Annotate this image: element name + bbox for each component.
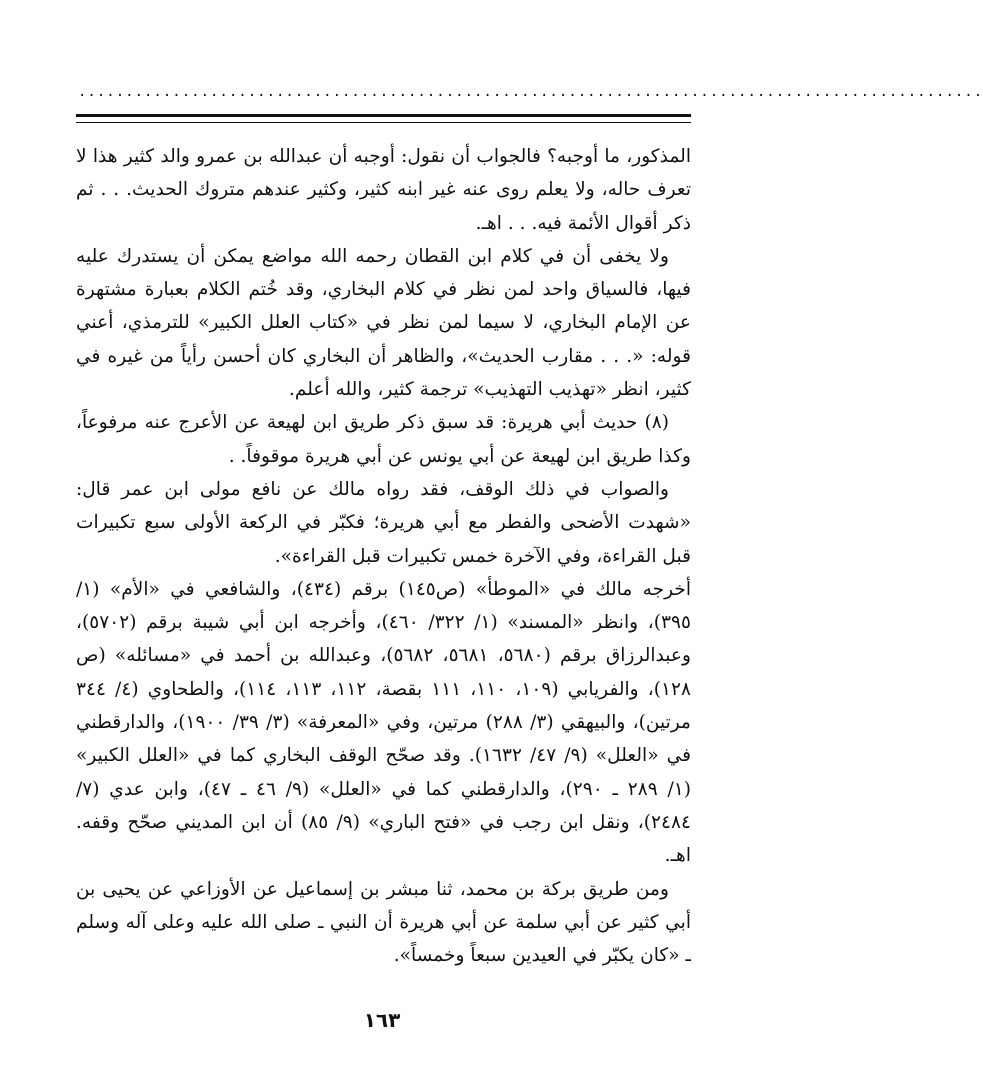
page-number: ١٦٣ [363, 1008, 401, 1032]
paragraph-3: (٨) حديث أبي هريرة: قد سبق ذكر طريق ابن لهيعة عن الأعرج عنه مرفوعاً، وكذا طريق ابن لهيعة عن أبي يونس عن أبي هريرة موقوفاً. . [76, 412, 691, 467]
paragraph-1: المذكور، ما أوجبه؟ فالجواب أن نقول: أوجبه أن عبدالله بن عمرو والد كثير هذا لا تعرف حاله، ولا يعلم روى عنه غير ابنه كثير، وكثير عندهم متروك الحديث. . . ثم ذكر أقوال الأئمة فيه. . . اهـ. [76, 146, 691, 234]
header-rule-thick [76, 114, 691, 117]
header-dotted-line: ................................................................................................ [78, 84, 983, 100]
paragraph-4: والصواب في ذلك الوقف، فقد رواه مالك عن نافع مولى ابن عمر قال: «شهدت الأضحى والفطر مع أبي هريرة؛ فكبّر في الركعة الأولى سبع تكبيرات قبل القراءة، وفي الآخرة خمس تكبيرات قبل القراءة». [76, 478, 691, 567]
paragraph-6: ومن طريق بركة بن محمد، ثنا مبشر بن إسماعيل عن الأوزاعي عن يحيى بن أبي كثير عن أبي سلمة عن أبي هريرة أن النبي ـ صلى الله عليه وعلى آله وسلم ـ «كان يكبّر في العيدين سبعاً وخمساً». [76, 878, 691, 967]
paragraph-2: ولا يخفى أن في كلام ابن القطان رحمه الله مواضع يمكن أن يستدرك عليه فيها، فالسياق واحد لمن نظر في كلام البخاري، وقد خُتم الكلام بعبارة مشتهرة عن الإمام البخاري، لا سيما لمن نظر في «كتاب العلل الكبير» للترمذي، أعني قوله: «. . . مقارب الحديث»، والظاهر أن البخاري كان أحسن رأياً من غيره في كثير، انظر «تهذيب التهذيب» ترجمة كثير، والله أعلم. [76, 245, 691, 401]
body-text [76, 140, 691, 972]
paragraph-5: أخرجه مالك في «الموطأ» (ص١٤٥) برقم (٤٣٤)، والشافعي في «الأم» (١/ ٣٩٥)، وانظر «المسند» (١/ ٣٢٢/ ٤٦٠)، وأخرجه ابن أبي شيبة برقم (٥٧٠٢)، وعبدالرزاق برقم (٥٦٨٠، ٥٦٨١، ٥٦٨٢)، وعبدالله بن أحمد في «مسائله» (ص ١٢٨)، والفريابي (١٠٩، ١١٠، ١١١ بقصة، ١١٢، ١١٣، ١١٤)، والطحاوي (٤/ ٣٤٤ مرتين)، والبيهقي (٣/ ٢٨٨) مرتين، وفي «المعرفة» (٣/ ٣٩/ ١٩٠٠)، والدارقطني في «العلل» (٩/ ٤٧/ ١٦٣٢). وقد صحّح الوقف البخاري كما في «العلل الكبير» (١/ ٢٨٩ ـ ٢٩٠)، والدارقطني كما في «العلل» (٩/ ٤٦ ـ ٤٧)، وابن عدي (٧/ ٢٤٨٤)، ونقل ابن رجب في «فتح الباري» (٩/ ٨٥) أن ابن المديني صحّح وقفه. اهـ. [76, 578, 692, 867]
header-rule-thin [76, 122, 691, 123]
